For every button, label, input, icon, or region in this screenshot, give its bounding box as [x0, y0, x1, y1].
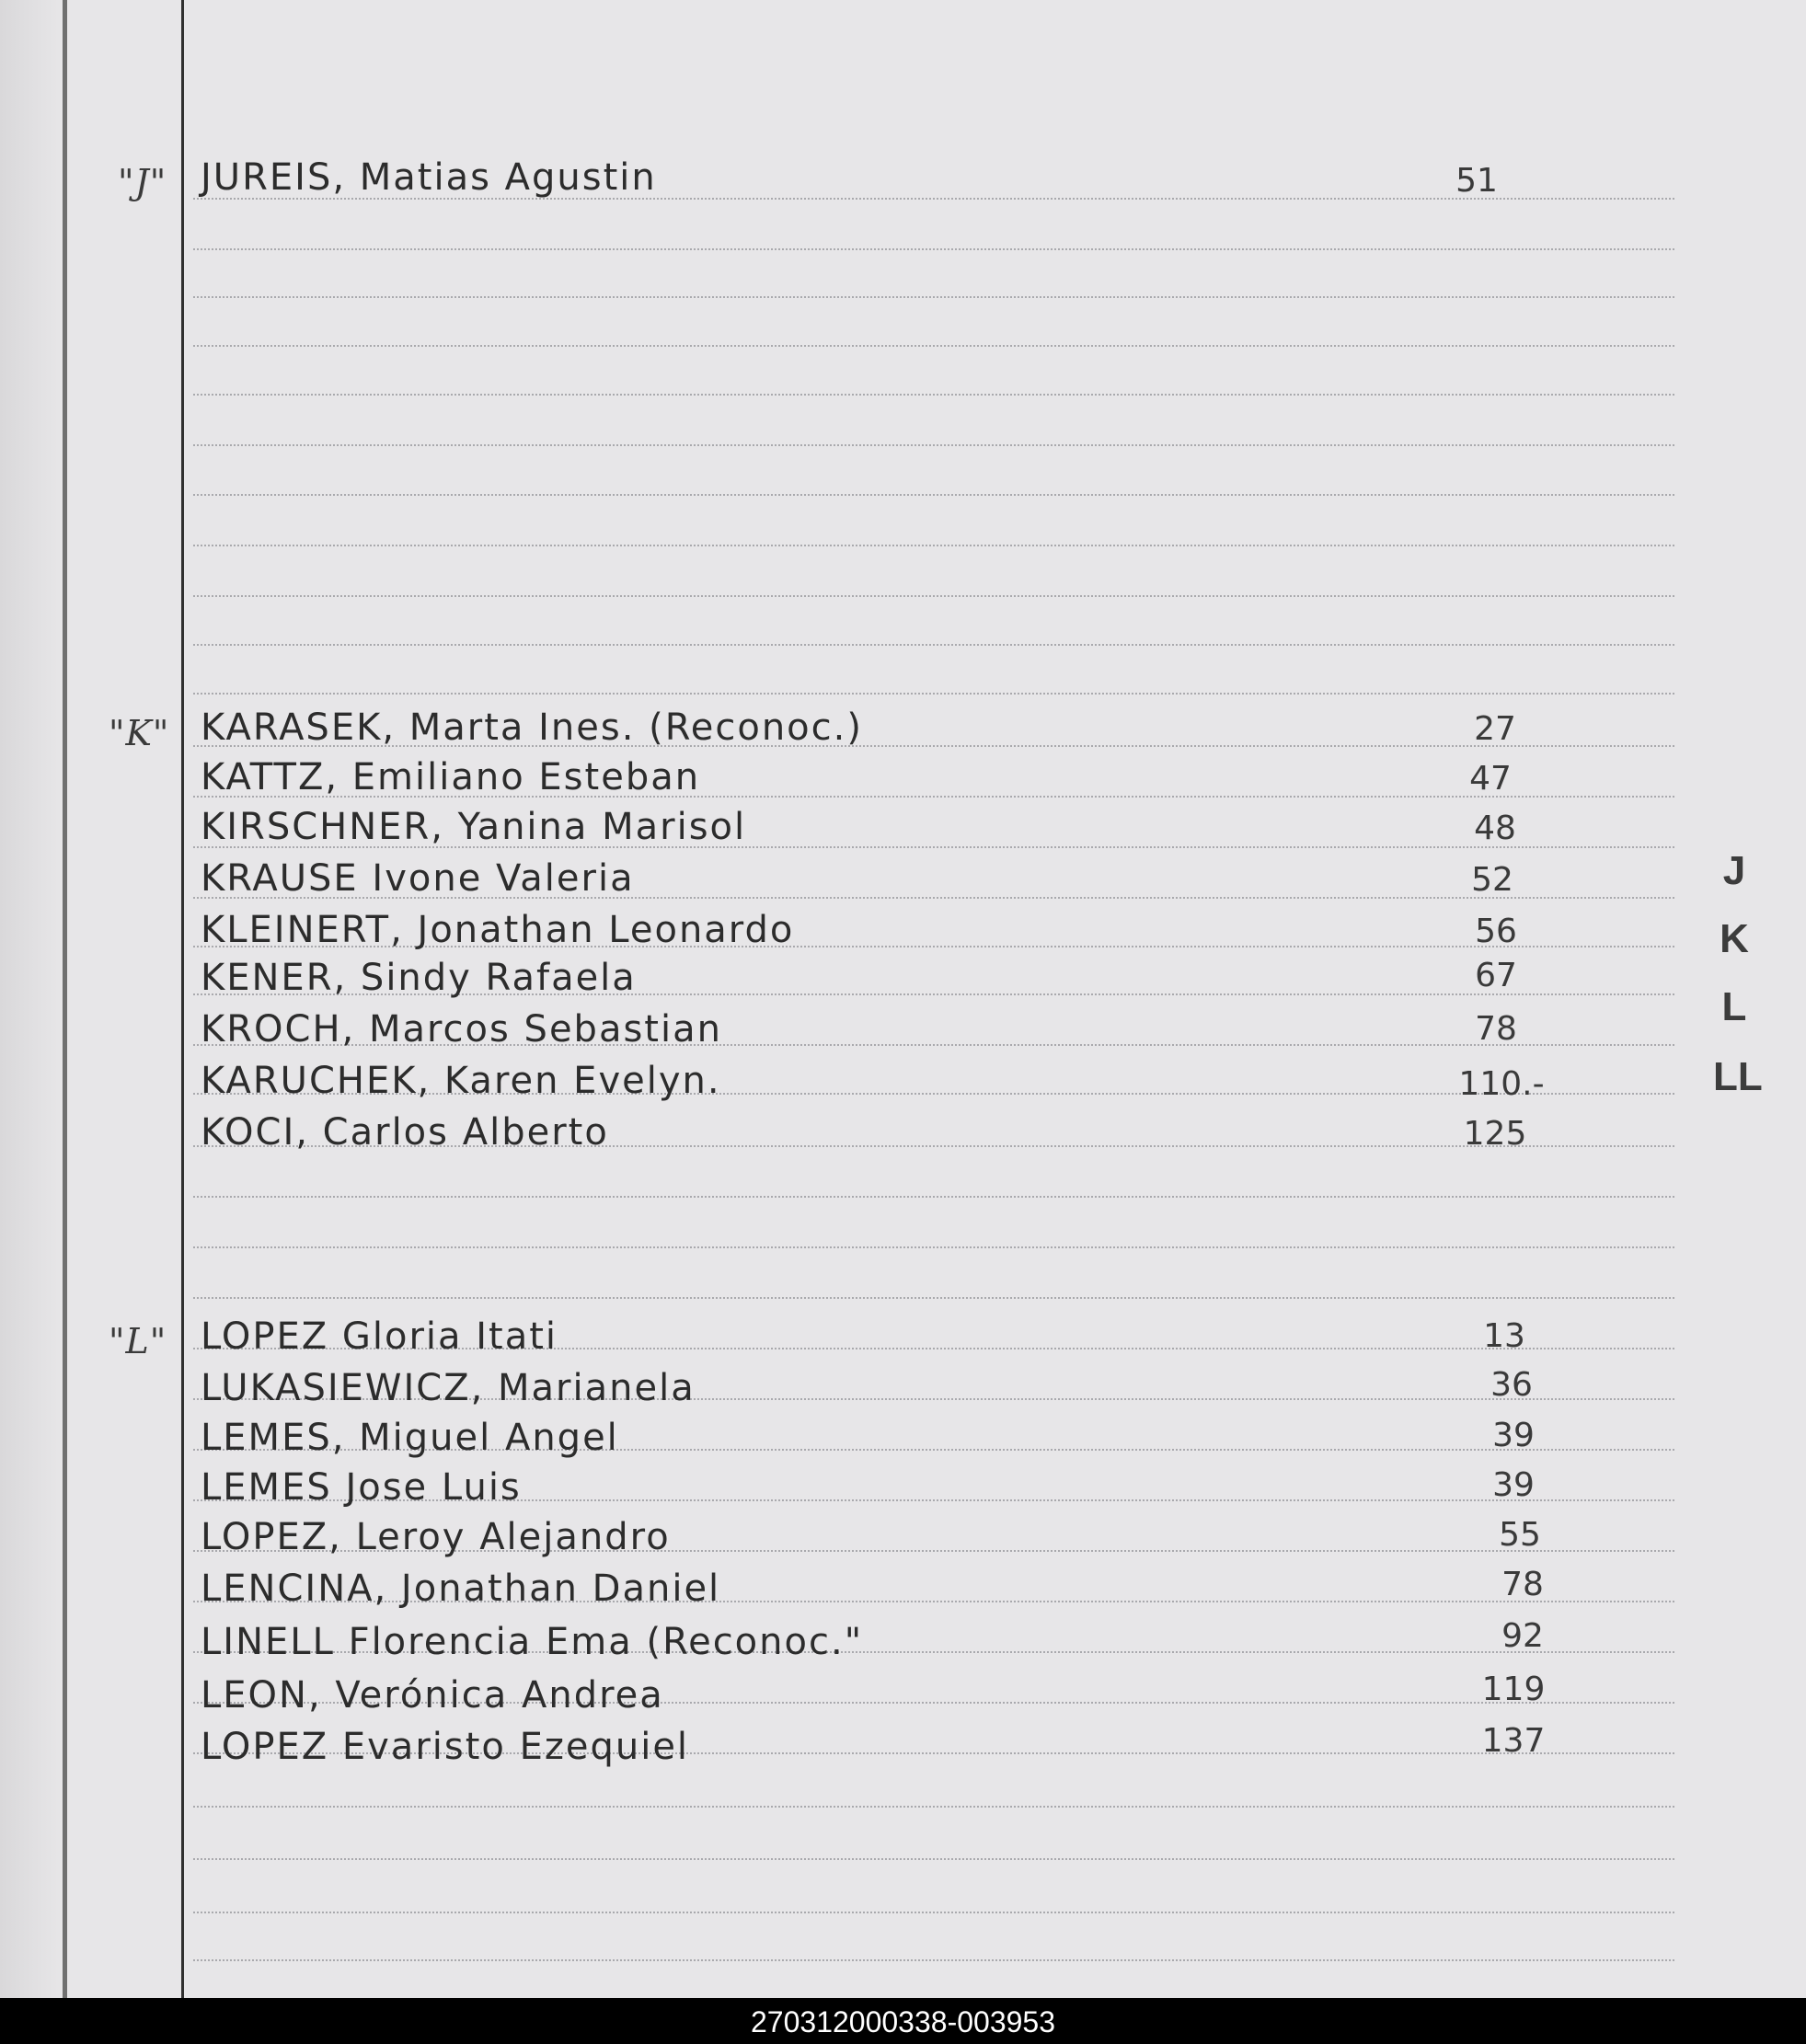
entry-name: LENCINA, Jonathan Daniel [201, 1567, 721, 1610]
entry-name: KROCH, Marcos Sebastian [201, 1008, 722, 1051]
entry-page: 119 [1481, 1671, 1546, 1708]
ruled-line [193, 693, 1674, 695]
entry-page: 39 [1492, 1417, 1535, 1454]
ruled-line [193, 1912, 1674, 1913]
entry-name: LUKASIEWICZ, Marianela [201, 1367, 696, 1409]
ruled-line [193, 1246, 1674, 1248]
entry-page: 13 [1483, 1317, 1525, 1355]
section-letter-l: "L" [109, 1321, 167, 1361]
entry-name: KARASEK, Marta Ines. (Reconoc.) [201, 706, 863, 749]
ruled-line [193, 1196, 1674, 1198]
entry-page: 47 [1469, 760, 1512, 798]
ruled-line [193, 345, 1674, 347]
entry-page: 125 [1463, 1115, 1527, 1153]
index-tab-k: K [1720, 916, 1749, 961]
entry-name: KENER, Sindy Rafaela [201, 957, 637, 999]
ruled-line [193, 494, 1674, 496]
ruled-line [193, 394, 1674, 396]
entry-name: LOPEZ, Leroy Alejandro [201, 1516, 671, 1558]
ruled-line [193, 1959, 1674, 1961]
entry-page: 110.- [1458, 1065, 1545, 1103]
entry-page: 78 [1501, 1566, 1544, 1603]
entry-name: LEON, Verónica Andrea [201, 1674, 664, 1717]
entry-name: LEMES, Miguel Angel [201, 1417, 619, 1459]
entry-name: KARUCHEK, Karen Evelyn. [201, 1060, 721, 1102]
entry-name: JUREIS, Matias Agustin [201, 156, 657, 199]
entry-page: 48 [1474, 810, 1516, 847]
ruled-line [193, 644, 1674, 646]
ruled-line [193, 595, 1674, 597]
footer-bar [0, 1998, 1806, 2044]
entry-name: KATTZ, Emiliano Esteban [201, 756, 701, 798]
entry-page: 92 [1501, 1617, 1544, 1655]
entry-page: 55 [1499, 1516, 1541, 1554]
ruled-line [193, 1806, 1674, 1808]
document-id: 270312000338-003953 [751, 2005, 1055, 2038]
entry-page: 52 [1471, 861, 1513, 899]
entry-page: 36 [1490, 1366, 1533, 1404]
entry-page: 27 [1474, 710, 1516, 748]
entry-name: LOPEZ Gloria Itati [201, 1315, 558, 1358]
entry-page: 137 [1481, 1722, 1546, 1760]
binding-line [63, 0, 67, 1998]
entry-name: LOPEZ Evaristo Ezequiel [201, 1726, 690, 1768]
section-letter-k: "K" [109, 713, 170, 753]
entry-page: 67 [1475, 957, 1517, 994]
entry-page: 39 [1492, 1466, 1535, 1504]
entry-page: 78 [1475, 1010, 1517, 1048]
entry-name: LEMES Jose Luis [201, 1466, 522, 1509]
index-tab-l: L [1721, 984, 1747, 1029]
ruled-line [193, 296, 1674, 298]
entry-page: 56 [1475, 913, 1517, 950]
page-edge-shadow [0, 0, 63, 1998]
entry-page: 51 [1455, 162, 1498, 200]
margin-line [181, 0, 184, 1998]
ruled-line [193, 444, 1674, 446]
entry-name: LINELL Florencia Ema (Reconoc." [201, 1621, 864, 1663]
ruled-line [193, 1858, 1674, 1860]
ruled-line [193, 1297, 1674, 1299]
index-tab-ll: LL [1713, 1054, 1763, 1099]
entry-name: KLEINERT, Jonathan Leonardo [201, 909, 795, 951]
ruled-line [193, 545, 1674, 546]
entry-name: KOCI, Carlos Alberto [201, 1111, 609, 1154]
entry-name: KIRSCHNER, Yanina Marisol [201, 806, 747, 848]
entry-name: KRAUSE Ivone Valeria [201, 857, 635, 900]
index-tab-j: J [1722, 848, 1746, 893]
section-letter-j: "J" [118, 162, 167, 202]
ruled-line [193, 248, 1674, 250]
